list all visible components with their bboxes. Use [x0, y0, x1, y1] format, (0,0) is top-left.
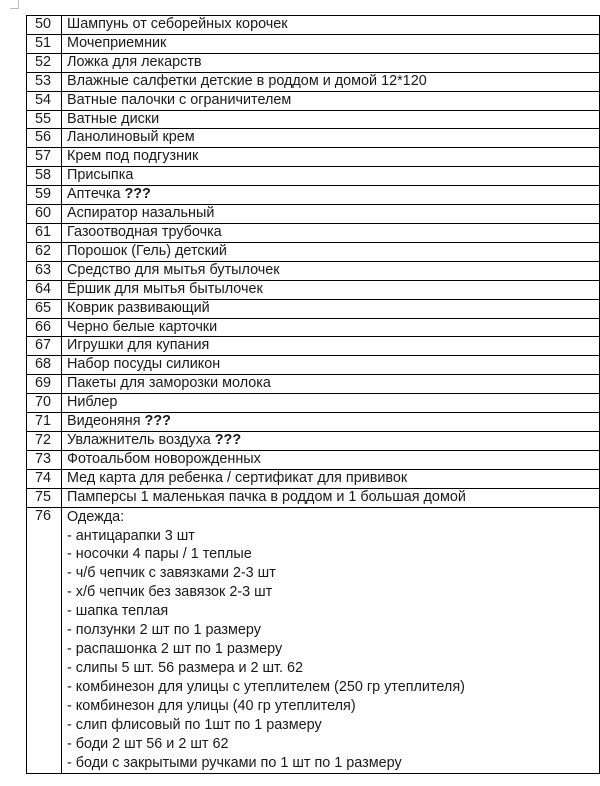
item-label: Памперсы 1 маленькая пачка в роддом и 1 большая домой [67, 488, 466, 505]
item-label: Порошок (Гель) детский [67, 242, 227, 259]
item-label: Коврик развивающий [67, 299, 210, 316]
item-label: Мочеприемник [67, 34, 167, 51]
item-text [62, 280, 600, 299]
question-mark-flag: ??? [124, 186, 151, 203]
item-text [62, 72, 600, 91]
table-row [27, 280, 600, 299]
item-text [62, 375, 600, 394]
clothing-subitem: - х/б чепчик без завязок 2-3 шт [67, 584, 273, 601]
list-body [27, 16, 600, 774]
item-label: Аспиратор назальный [67, 205, 215, 222]
item-number: 56 [27, 129, 62, 148]
item-label: Крем под подгузник [67, 148, 199, 165]
item-number: 61 [27, 223, 62, 242]
item-label: Средство для мытья бутылочек [67, 261, 280, 278]
item-number: 71 [27, 413, 62, 432]
clothing-title: Одежда: [67, 508, 125, 525]
table-row [27, 394, 600, 413]
item-text [62, 110, 600, 129]
item-number: 74 [27, 469, 62, 488]
item-label: Газоотводная трубочка [67, 223, 222, 240]
item-text [62, 356, 600, 375]
item-number: 62 [27, 242, 62, 261]
clothing-subitem: - боди с закрытыми ручками по 1 шт по 1 размеру [67, 754, 402, 771]
item-number: 66 [27, 318, 62, 337]
item-text [62, 488, 600, 507]
table-row [27, 450, 600, 469]
item-label: Ватные палочки с ограничителем [67, 91, 292, 108]
table-row [27, 110, 600, 129]
item-label: Ватные диски [67, 110, 160, 127]
item-number: 63 [27, 261, 62, 280]
item-text [62, 167, 600, 186]
item-text [62, 34, 600, 53]
table-row [27, 34, 600, 53]
item-number: 76 [27, 507, 62, 773]
table-row [27, 261, 600, 280]
table-row-clothing [27, 507, 600, 773]
item-number: 67 [27, 337, 62, 356]
table-row [27, 488, 600, 507]
item-label: Мед карта для ребенка / сертификат для прививок [67, 469, 408, 486]
item-label: Игрушки для купания [67, 337, 210, 354]
item-text [62, 450, 600, 469]
item-label: Ниблер [67, 394, 118, 411]
table-row [27, 167, 600, 186]
item-number: 52 [27, 53, 62, 72]
clothing-subitem: - носочки 4 пары / 1 теплые [67, 546, 252, 563]
item-label: Аптечка [67, 186, 125, 203]
item-number: 58 [27, 167, 62, 186]
item-label: Черно белые карточки [67, 318, 218, 335]
item-number: 68 [27, 356, 62, 375]
table-row [27, 318, 600, 337]
item-label: Присыпка [67, 167, 134, 184]
item-number: 53 [27, 72, 62, 91]
item-number: 60 [27, 205, 62, 224]
table-row [27, 356, 600, 375]
table-row [27, 186, 600, 205]
item-text [62, 431, 600, 450]
table-row [27, 16, 600, 35]
item-text [62, 148, 600, 167]
question-mark-flag: ??? [144, 413, 171, 430]
table-row [27, 205, 600, 224]
table-row [27, 469, 600, 488]
item-number: 70 [27, 394, 62, 413]
clothing-cell [62, 507, 600, 773]
shopping-list-table [26, 15, 600, 774]
item-number: 75 [27, 488, 62, 507]
item-text [62, 318, 600, 337]
item-text [62, 91, 600, 110]
clothing-subitem: - комбинезон для улицы (40 гр утеплителя) [67, 697, 356, 714]
clothing-subitem: - ползунки 2 шт по 1 размеру [67, 622, 261, 639]
item-label: Фотоальбом новорожденных [67, 450, 261, 467]
item-label: Шампунь от себорейных корочек [67, 16, 288, 32]
item-text [62, 16, 600, 35]
table-row [27, 129, 600, 148]
clothing-subitem: - распашонка 2 шт по 1 размеру [67, 641, 283, 658]
item-label: Пакеты для заморозки молока [67, 375, 271, 392]
item-text [62, 223, 600, 242]
clothing-subitem: - антицарапки 3 шт [67, 527, 195, 544]
item-number: 51 [27, 34, 62, 53]
item-label: Ложка для лекарств [67, 53, 202, 70]
clothing-subitem: - боди 2 шт 56 и 2 шт 62 [67, 735, 229, 752]
table-row [27, 72, 600, 91]
table-row [27, 413, 600, 432]
item-text [62, 205, 600, 224]
item-text [62, 299, 600, 318]
clothing-subitem: - ч/б чепчик с завязками 2-3 шт [67, 565, 276, 582]
table-row [27, 223, 600, 242]
table-row [27, 91, 600, 110]
table-row [27, 148, 600, 167]
item-number: 55 [27, 110, 62, 129]
item-label: Ёршик для мытья бытылочек [67, 280, 263, 297]
table-row [27, 337, 600, 356]
item-number: 69 [27, 375, 62, 394]
table-row [27, 375, 600, 394]
item-label: Видеоняня [67, 413, 145, 430]
item-text [62, 53, 600, 72]
item-number: 57 [27, 148, 62, 167]
question-mark-flag: ??? [214, 431, 242, 448]
item-text [62, 186, 600, 205]
item-label: Увлажнитель воздуха [67, 431, 215, 448]
item-number: 59 [27, 186, 62, 205]
clothing-subitem: - слипы 5 шт. 56 размера и 2 шт. 62 [67, 660, 304, 677]
item-number: 64 [27, 280, 62, 299]
clothing-subitem: - слип флисовый по 1шт по 1 размеру [67, 716, 322, 733]
item-number: 73 [27, 450, 62, 469]
item-text [62, 261, 600, 280]
clothing-subitem: - комбинезон для улицы с утеплителем (250 гр утеплителя) [67, 679, 465, 695]
item-text [62, 394, 600, 413]
item-label: Набор посуды силикон [67, 356, 221, 373]
clothing-subitem: - шапка теплая [67, 603, 169, 620]
page-corner-mark [10, 0, 19, 9]
item-text [62, 337, 600, 356]
item-text [62, 242, 600, 261]
item-number: 65 [27, 299, 62, 318]
item-label: Ланолиновый крем [67, 129, 195, 146]
table-row [27, 299, 600, 318]
table-row [27, 242, 600, 261]
table-row [27, 431, 600, 450]
item-number: 72 [27, 431, 62, 450]
item-label: Влажные салфетки детские в роддом и домой 12*120 [67, 72, 427, 89]
item-text [62, 129, 600, 148]
table-row [27, 53, 600, 72]
item-number: 50 [27, 16, 62, 35]
item-text [62, 469, 600, 488]
item-text [62, 413, 600, 432]
item-number: 54 [27, 91, 62, 110]
